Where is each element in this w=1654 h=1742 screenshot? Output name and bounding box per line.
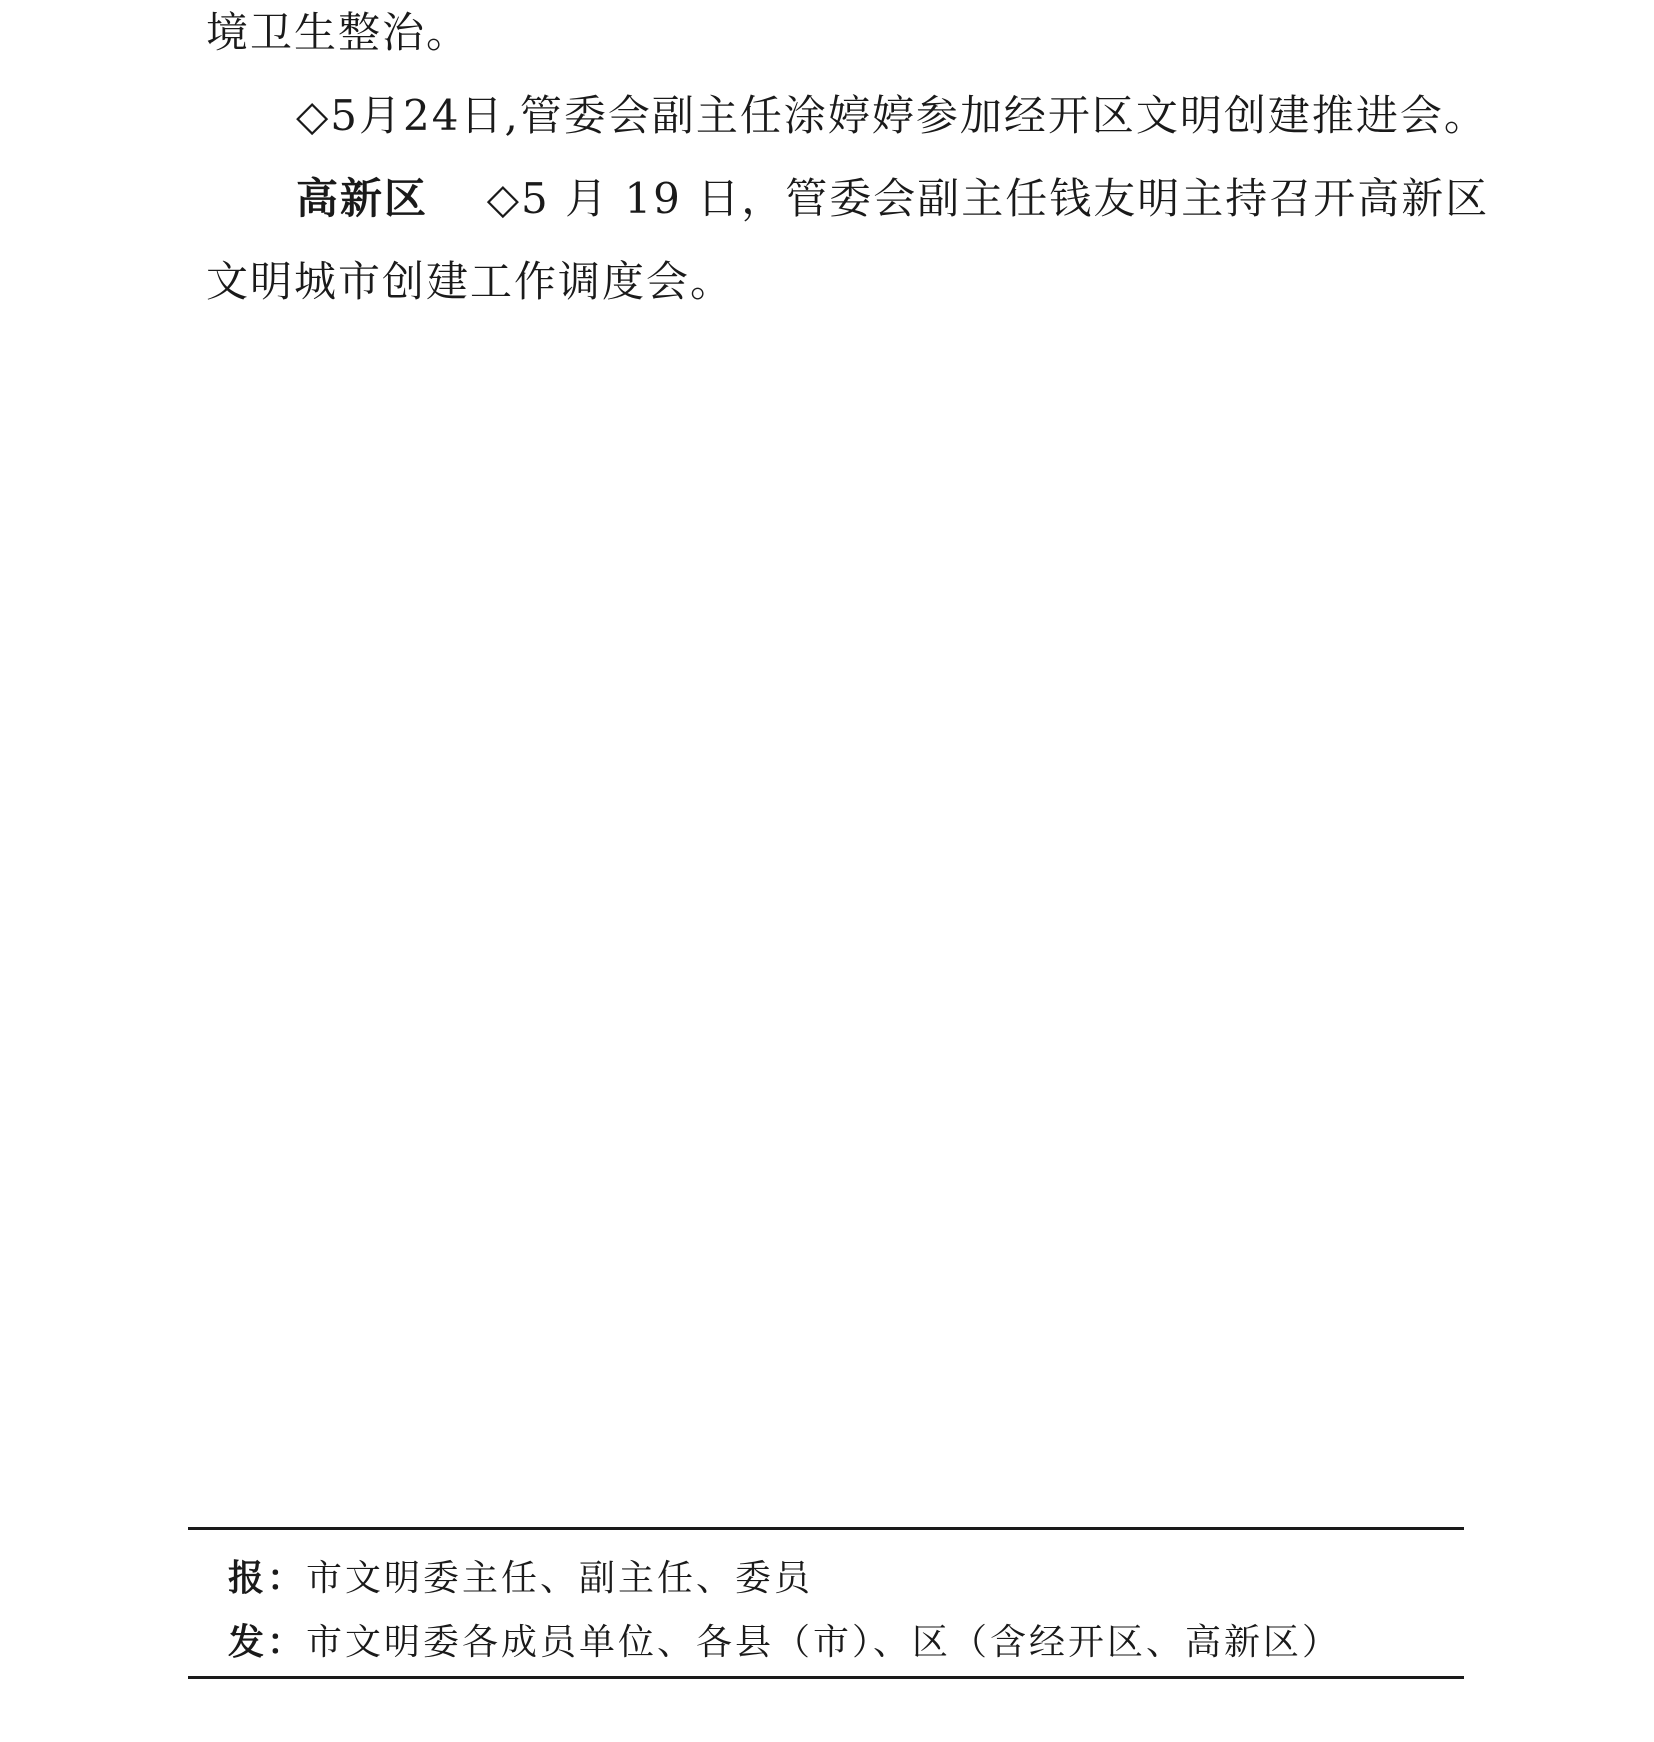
- footer-report-text: 市文明委主任、副主任、委员: [306, 1558, 814, 1599]
- footer-send-line: [228, 1616, 1341, 1669]
- paragraph-gaoxinqu-continuation: 文明城市创建工作调度会。: [206, 257, 735, 306]
- section-heading-gaoxinqu: 高新区: [296, 174, 429, 223]
- footer-top-rule: [188, 1527, 1464, 1530]
- footer-report-line: [228, 1552, 813, 1605]
- paragraph-gaoxinqu-text: ◇5 月 19 日，管委会副主任钱友明主持召开高新区: [486, 174, 1490, 223]
- paragraph-jingkaiqu: ◇5月24日,管委会副主任涂婷婷参加经开区文明创建推进会。: [296, 91, 1488, 140]
- footer-send-label: 发：: [228, 1621, 307, 1663]
- body-line-1: 境卫生整治。: [206, 8, 471, 57]
- footer-bottom-rule: [188, 1676, 1464, 1679]
- footer-send-text: 市文明委各成员单位、各县（市）、区（含经开区、高新区）: [306, 1622, 1342, 1663]
- paragraph-gaoxinqu: [296, 169, 1489, 229]
- footer-report-label: 报：: [228, 1557, 307, 1599]
